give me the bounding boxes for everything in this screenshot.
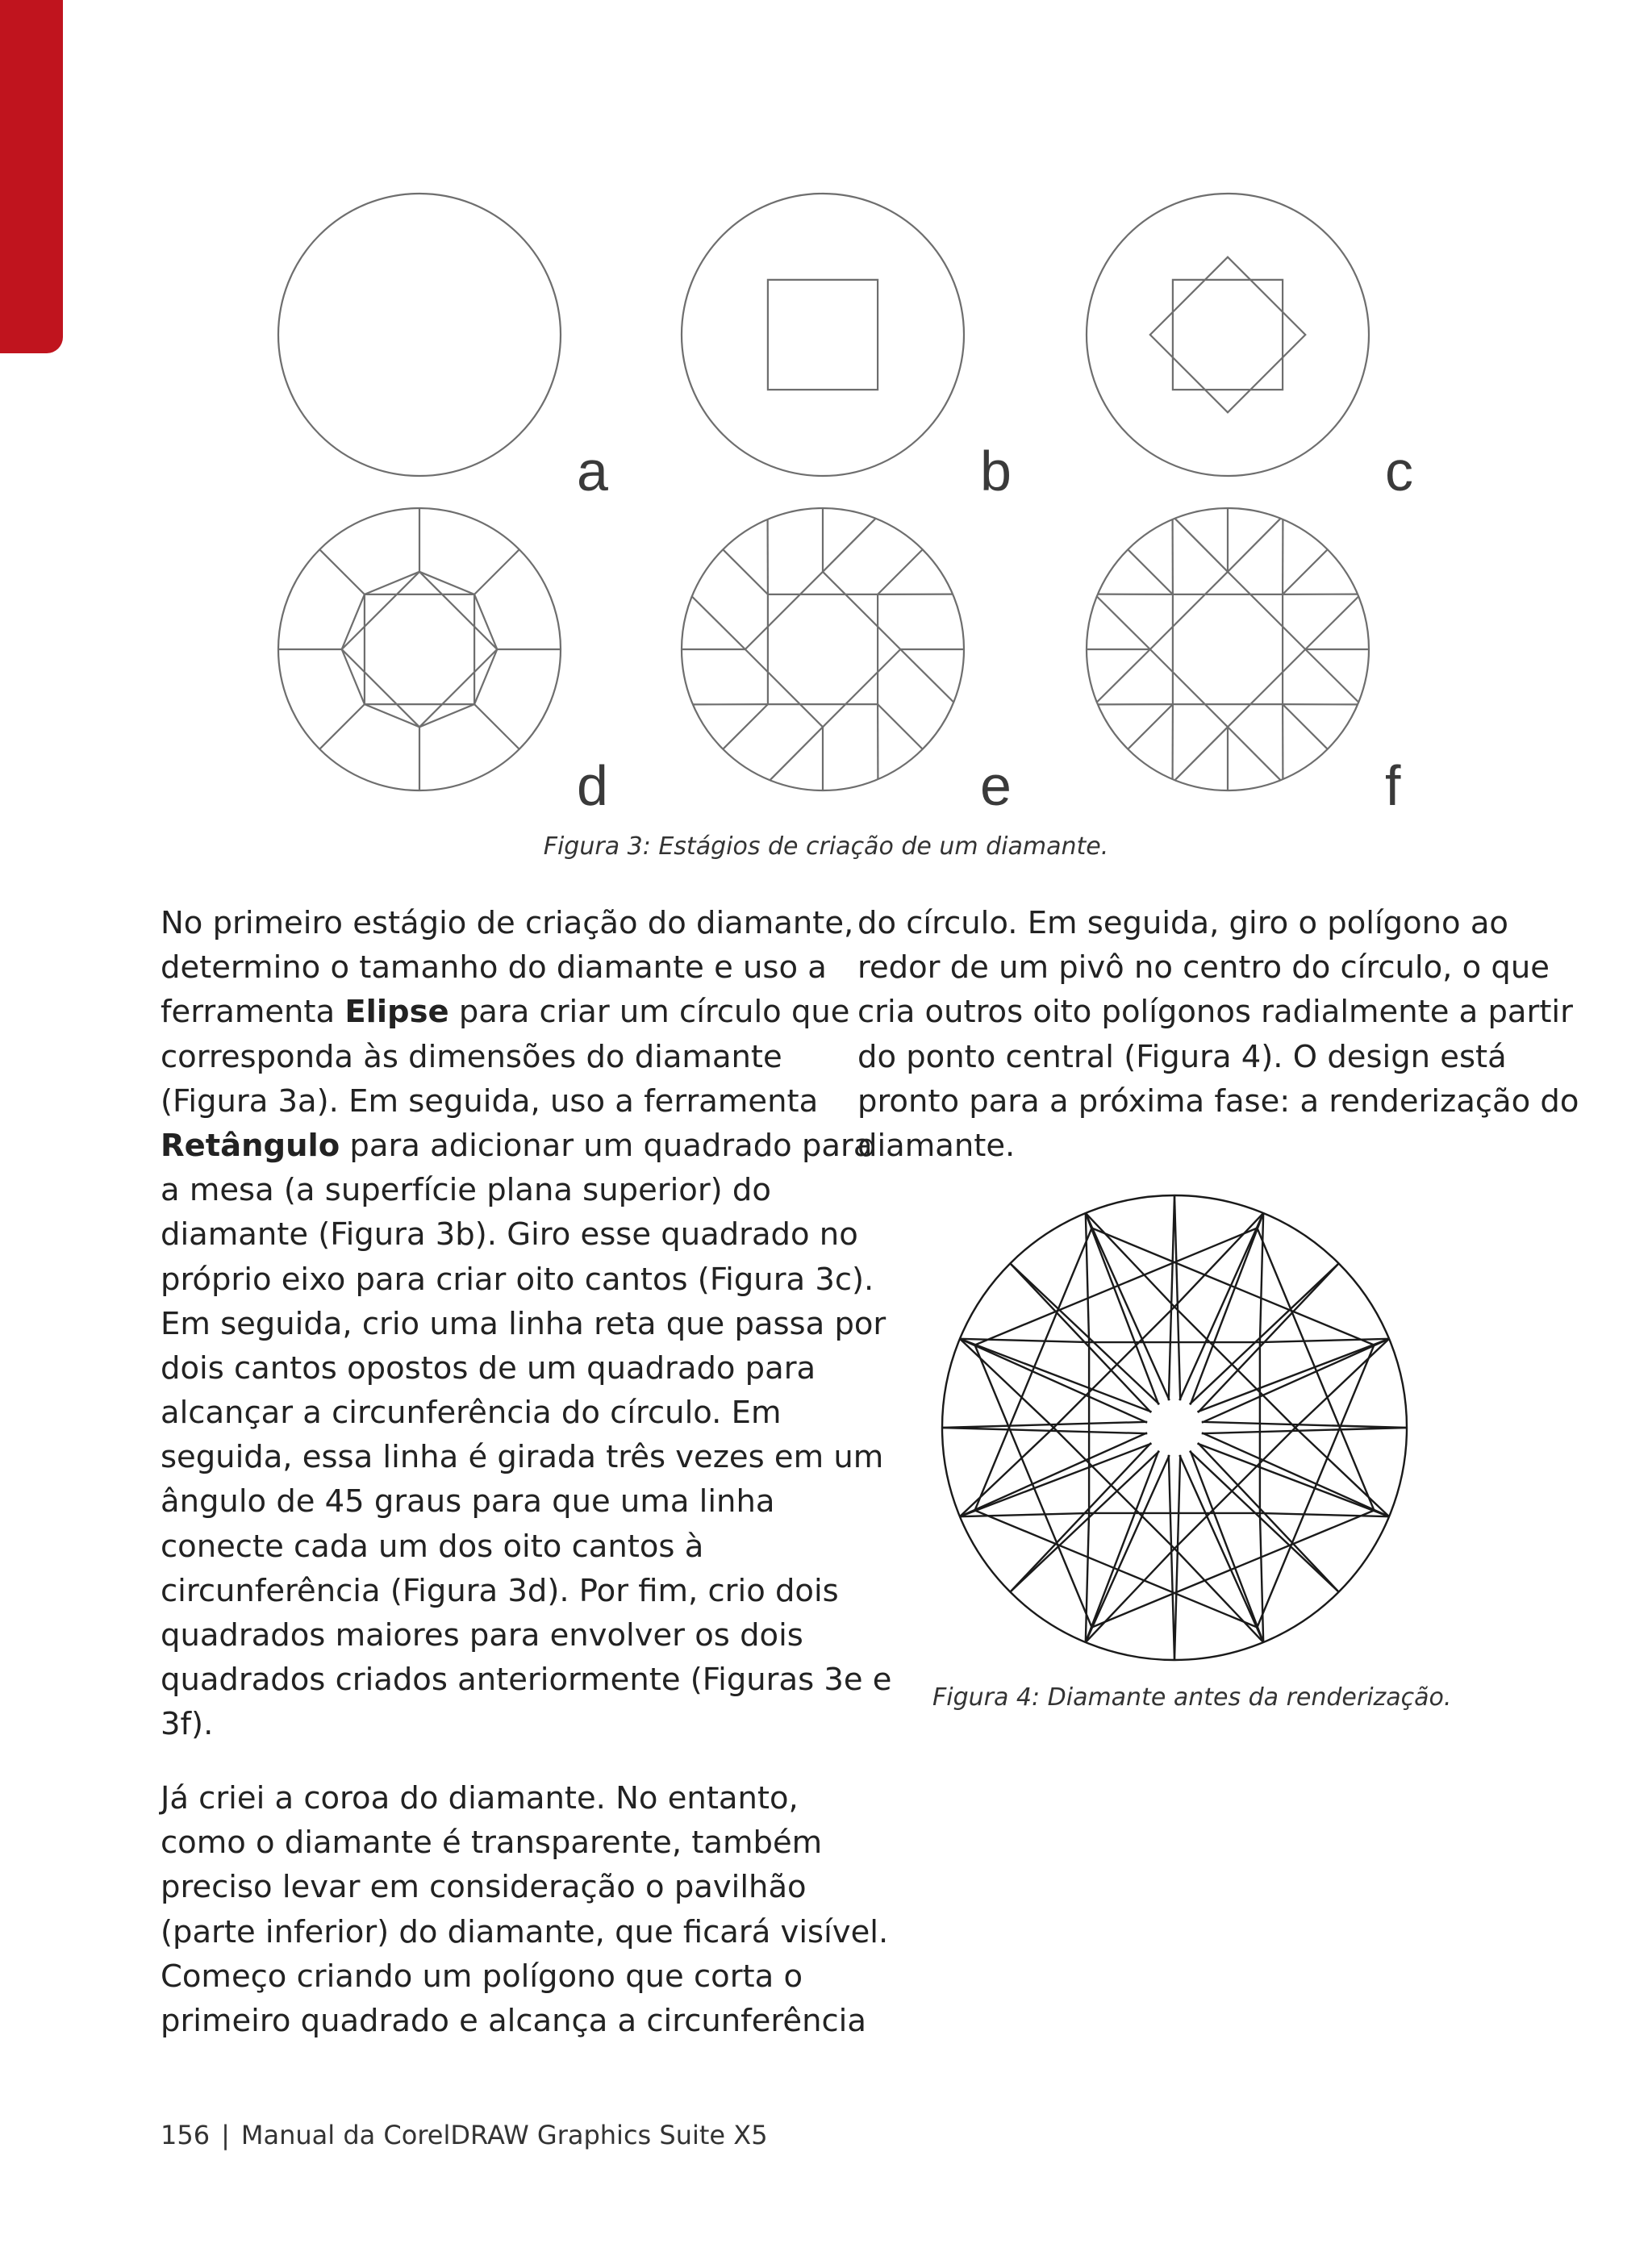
text-run: como o diamante é transparente, também [161, 1825, 823, 1862]
crossing-line [1086, 1213, 1089, 1342]
text-run: diamante (Figura 3b). Giro esse quadrado no [161, 1216, 858, 1253]
text-line [161, 1524, 806, 1569]
text-line [161, 1035, 806, 1079]
text-line [857, 1079, 1579, 1124]
star-facet-line [1202, 1422, 1407, 1428]
text-line [161, 1658, 892, 1702]
text-run: pronto para a próxima fase: a renderização do [857, 1082, 1579, 1120]
text-line [161, 1865, 806, 1909]
stage-panel-d [278, 508, 608, 815]
stage-label: d [577, 754, 608, 815]
chord-line [474, 594, 497, 649]
table-square [768, 280, 878, 390]
text-run: 3f). [161, 1706, 214, 1743]
spoke-line [474, 549, 519, 594]
crossing-line [823, 519, 876, 572]
text-run: conecte cada um dos oito cantos à [161, 1528, 704, 1565]
stage-label: f [1385, 754, 1401, 815]
spoke-line [723, 549, 768, 594]
stage-panel-c [1087, 194, 1413, 503]
star-facet-line [1202, 1339, 1389, 1423]
chord-line [419, 704, 474, 727]
bold-term: Retângulo [161, 1127, 340, 1164]
crossing-line [1260, 1213, 1263, 1342]
star-facet-line [1202, 1428, 1407, 1433]
star-facet-line [1010, 1443, 1151, 1592]
star-facet-line [960, 1444, 1152, 1517]
right-column-paragraph [857, 901, 1579, 1168]
star-facet-line [1086, 1213, 1159, 1405]
star-facet-line [1190, 1451, 1339, 1592]
star-facet-line [1086, 1213, 1170, 1400]
text-line [161, 1569, 839, 1613]
figure-3 [242, 177, 1452, 815]
star-facet-line [1169, 1455, 1174, 1660]
text-run: ferramenta [161, 994, 345, 1031]
chord-line [474, 649, 497, 704]
star-facet-line [1169, 1195, 1174, 1400]
star-facet-line [1010, 1451, 1159, 1592]
text-run: para adicionar um quadrado para [340, 1127, 873, 1164]
text-run: No primeiro estágio de criação do diamante, [161, 905, 854, 941]
stage-panel-e [682, 508, 1012, 815]
crossing-line [770, 727, 823, 780]
chord-line [365, 572, 419, 594]
spoke-line [723, 704, 768, 749]
spoke-line [1128, 704, 1173, 749]
spoke-line [1283, 549, 1328, 594]
text-line [161, 901, 854, 945]
star-facet-line [1010, 1263, 1159, 1404]
text-run: do círculo. Em seguida, giro o polígono ao [857, 905, 1508, 941]
crossing-line [960, 1513, 1089, 1516]
star-facet-line [1174, 1455, 1180, 1660]
text-run: a mesa (a superfície plana superior) do [161, 1172, 771, 1209]
crossing-line [1260, 1513, 1263, 1642]
text-line [161, 1302, 886, 1346]
text-run: Começo criando um polígono que corta o [161, 1958, 803, 1995]
text-run: (Figura 3a). Em seguida, uso a ferramenta [161, 1082, 819, 1120]
stage-panel-b [682, 194, 1012, 503]
footer-separator: | [221, 2120, 230, 2150]
text-run: para criar um círculo que [448, 994, 850, 1031]
stage-label: b [980, 440, 1012, 503]
crossing-line [900, 649, 953, 703]
text-line [161, 1346, 816, 1391]
text-run: alcançar a circunferência do círculo. Em [161, 1395, 782, 1432]
crossing-line [1097, 596, 1150, 649]
crossing-line [1097, 649, 1150, 703]
text-run: diamante. [857, 1127, 1016, 1164]
outer-circle [1087, 194, 1369, 476]
crossing-line [1228, 727, 1281, 780]
page-footer [161, 2120, 768, 2150]
spoke-line [1283, 704, 1328, 749]
text-run: primeiro quadrado e alcança a circunferência [161, 2002, 866, 2039]
crossing-line [960, 1339, 1089, 1342]
star-facet-line [942, 1422, 1147, 1428]
crossing-line [1228, 519, 1281, 572]
chapter-tab [0, 0, 63, 353]
text-line [161, 1954, 806, 1999]
left-column-paragraph-1 [161, 901, 892, 1747]
text-line [161, 945, 827, 990]
star-facet-line [1198, 1263, 1339, 1412]
star-facet-line [1179, 1455, 1263, 1642]
text-line [161, 1079, 819, 1124]
star-facet-line [960, 1339, 1147, 1423]
crossing-line [1305, 596, 1358, 649]
diamond-lines [942, 1195, 1407, 1660]
text-run: (parte inferior) do diamante, que ficará visível. [161, 1913, 889, 1950]
star-facet-line [1010, 1263, 1151, 1412]
text-line [161, 1999, 866, 2043]
chord-line [342, 649, 365, 704]
figure-4-caption: Figura 4: Diamante antes da renderização. [932, 1683, 1452, 1712]
left-column-paragraph-2 [161, 1776, 889, 2043]
text-run: determino o tamanho do diamante e uso a [161, 949, 827, 986]
page-number: 156 [161, 2120, 211, 2150]
text-line [161, 1212, 858, 1257]
text-run: quadrados criados anteriormente (Figuras 3e e [161, 1662, 892, 1699]
stage-label: e [980, 754, 1012, 815]
chord-line [342, 594, 365, 649]
crossing-line [692, 596, 745, 649]
crossing-line [1174, 727, 1228, 780]
star-facet-line [1190, 1263, 1339, 1404]
text-run: circunferência (Figura 3d). Por fim, crio dois [161, 1572, 839, 1609]
star-facet-line [1198, 1339, 1390, 1412]
text-line [857, 1035, 1507, 1079]
text-run: cria outros oito polígonos radialmente a partir [857, 994, 1573, 1031]
text-line [161, 1702, 806, 1746]
spoke-line [319, 549, 365, 594]
text-run: Em seguida, crio uma linha reta que passa por [161, 1305, 886, 1342]
star-facet-line [1179, 1213, 1263, 1400]
text-run: redor de um pivô no centro do círculo, o que [857, 949, 1550, 986]
stage-label: c [1385, 440, 1413, 503]
text-line [857, 945, 1550, 990]
chord-line [419, 572, 474, 594]
text-line [161, 1257, 874, 1302]
text-line [161, 1479, 806, 1524]
text-line [161, 1168, 806, 1212]
outer-circle [278, 194, 561, 476]
text-line [161, 1613, 806, 1658]
text-run: seguida, essa linha é girada três vezes em um [161, 1439, 884, 1476]
text-run: preciso levar em consideração o pavilhão [161, 1869, 807, 1906]
text-line [161, 1391, 806, 1435]
text-run: dois cantos opostos de um quadrado para [161, 1349, 816, 1387]
text-run: corresponda às dimensões do diamante [161, 1038, 782, 1075]
text-run: do ponto central (Figura 4). O design está [857, 1038, 1507, 1075]
text-run: próprio eixo para criar oito cantos (Figura 3c). [161, 1261, 874, 1298]
crossing-line [1174, 519, 1228, 572]
text-line [161, 990, 850, 1034]
text-run: ângulo de 45 graus para que uma linha [161, 1483, 775, 1520]
stage-label: a [577, 440, 608, 503]
stage-panel-f [1087, 508, 1401, 815]
crossing-line [1086, 1513, 1089, 1642]
outer-square [975, 1228, 1375, 1628]
text-run: quadrados maiores para envolver os dois [161, 1617, 803, 1654]
chord-line [365, 704, 419, 727]
text-line [161, 1776, 806, 1821]
spoke-line [474, 704, 519, 749]
crossing-line [1305, 649, 1358, 703]
text-run: Já criei a coroa do diamante. No entanto, [161, 1780, 799, 1816]
spoke-line [878, 549, 923, 594]
book-title: Manual da CorelDRAW Graphics Suite X5 [240, 2120, 768, 2150]
star-facet-line [1202, 1433, 1389, 1516]
star-facet-line [960, 1433, 1147, 1516]
star-facet-line [1198, 1443, 1339, 1592]
figure-3-caption: Figura 3: Estágios de criação de um diamante. [543, 832, 1109, 861]
star-facet-line [1191, 1451, 1264, 1643]
text-line [857, 990, 1573, 1034]
spoke-line [878, 704, 923, 749]
text-line [857, 1124, 1503, 1168]
star-facet-line [1086, 1455, 1170, 1642]
bold-term: Elipse [344, 994, 449, 1031]
spoke-line [319, 704, 365, 749]
star-facet-line [1086, 1451, 1159, 1643]
text-line [161, 1435, 884, 1479]
star-facet-line [1191, 1213, 1264, 1405]
crossing-line [1260, 1513, 1389, 1516]
star-facet-line [960, 1339, 1152, 1412]
text-line [161, 1910, 889, 1954]
text-line [857, 901, 1508, 945]
crossing-line [1260, 1339, 1389, 1342]
star-facet-line [1198, 1444, 1390, 1517]
spoke-line [1128, 549, 1173, 594]
outer-circle [682, 194, 964, 476]
figure-4 [936, 1194, 1420, 1662]
outer-square [975, 1228, 1375, 1628]
star-facet-line [942, 1428, 1147, 1433]
star-facet-line [1174, 1195, 1180, 1400]
text-line [161, 1821, 823, 1865]
stage-panel-a [278, 194, 608, 503]
text-line [161, 1124, 873, 1168]
